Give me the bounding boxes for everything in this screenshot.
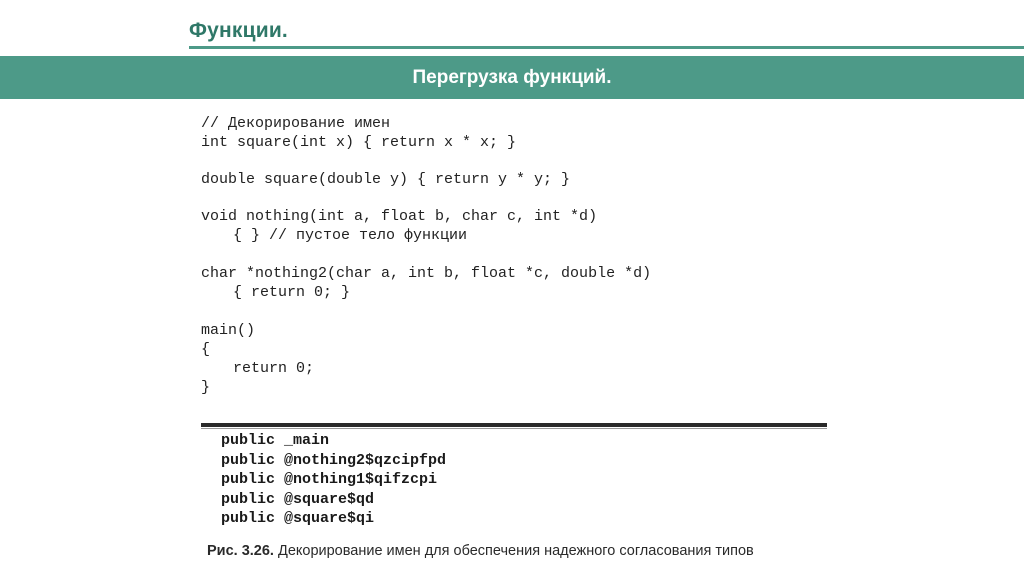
caption-text: Декорирование имен для обеспечения надежного согласования типов	[273, 543, 754, 559]
title-rule	[189, 46, 1024, 49]
listing-divider-shadow	[201, 428, 827, 429]
assembly-listing	[221, 431, 446, 529]
code-line: char *nothing2(char a, int b, float *c, double *d)	[201, 265, 652, 282]
code-block	[201, 114, 651, 397]
listing-divider	[201, 423, 827, 427]
code-line: main()	[201, 322, 256, 339]
listing-line: public @square$qd	[221, 490, 375, 508]
code-line: {	[201, 341, 211, 358]
code-line: double square(double y) { return y * y; }	[201, 171, 571, 188]
section-title: Функции.	[189, 19, 288, 42]
code-line: { return 0; }	[233, 284, 351, 301]
code-line: return 0;	[233, 360, 315, 377]
figure-label: Рис. 3.26.	[207, 543, 274, 559]
code-line: void nothing(int a, float b, char c, int *d)	[201, 208, 598, 225]
code-line: }	[201, 379, 211, 396]
listing-line: public @nothing1$qifzcpi	[221, 471, 438, 488]
listing-line: public _main	[221, 432, 330, 449]
code-line: { } // пустое тело функции	[233, 227, 468, 244]
listing-line: public @nothing2$qzcipfpd	[221, 451, 447, 469]
banner	[0, 56, 1024, 99]
code-line: int square(int x) { return x * x; }	[201, 134, 517, 151]
listing-line: public @square$qi	[221, 510, 375, 527]
figure-caption	[207, 543, 754, 559]
banner-title: Перегрузка функций.	[412, 67, 612, 88]
code-line: // Декорирование имен	[201, 115, 391, 132]
